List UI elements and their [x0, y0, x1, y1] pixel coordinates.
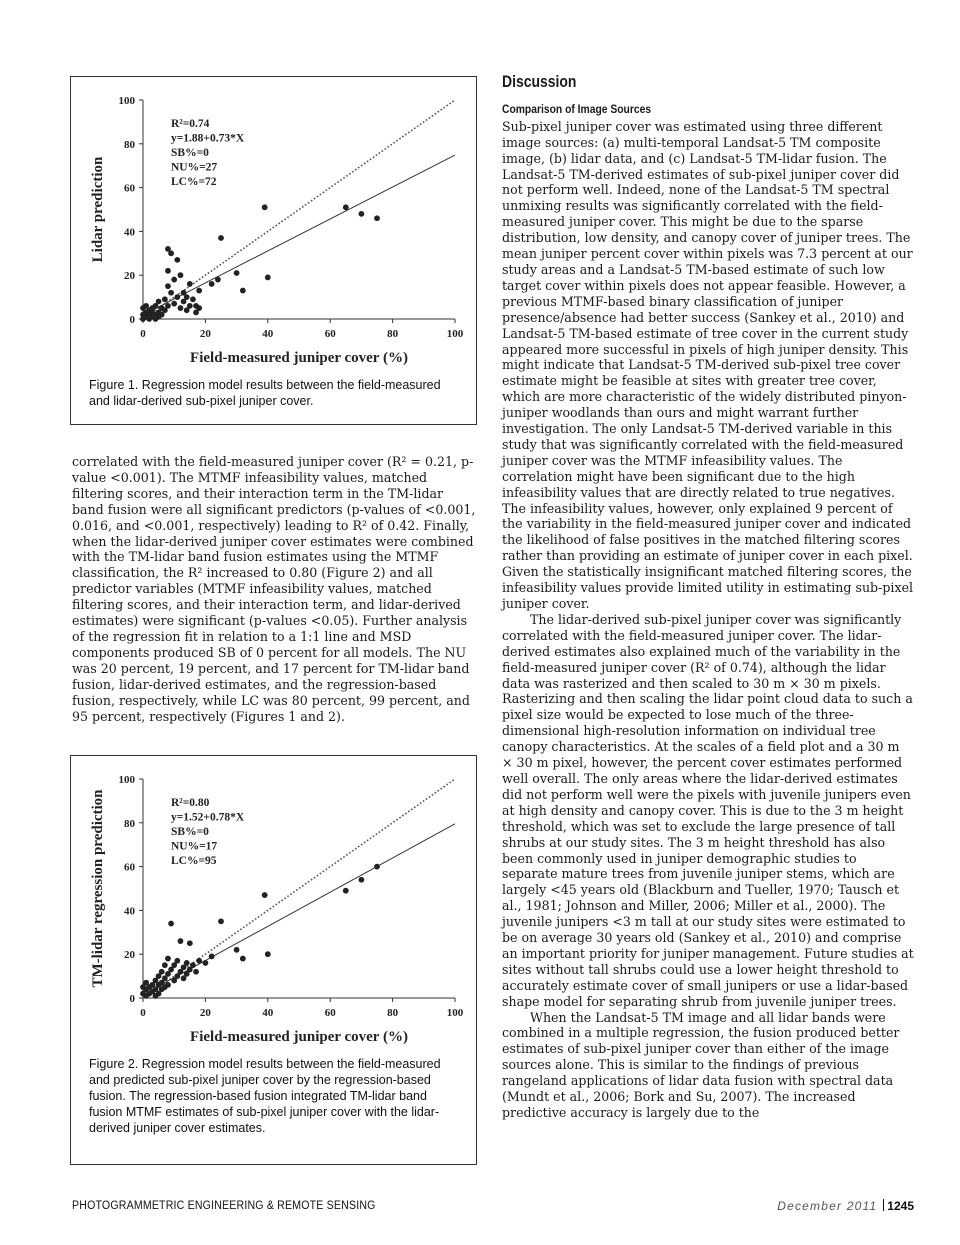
y-tick-label: 100: [118, 774, 135, 786]
regression-stat: SB%=0: [171, 826, 209, 838]
data-point: [178, 305, 184, 311]
discussion-paragraph-1: Sub-pixel juniper cover was estimated using three different image sources: (a) multi-temporal Landsat-5 TM composite image, (b) lidar data, and (c) Landsat-5 TM-lidar fusion. The Landsat-5 TM-derived estimates of sub-pixel juniper cover did not perform well. Indeed, none of the Landsat-5 TM spectral unmixing results was significantly correlated with the field-measured juniper cover. This might be due to the sparse distribution, low density, and canopy cover of juniper trees. The mean juniper percent cover within pixels was 7.3 percent at our study areas and a Landsat-5 TM-based estimate of such low target cover within pixels does not appear feasible. However, a previous MTMF-based binary classification of juniper presence/absence had better success (Sankey et al., 2010) and Landsat-5 TM-based estimate of tree cover in the current study appeared more successful in pixels of high juniper density. This might indicate that Landsat-5 TM-derived sub-pixel tree cover estimate might be feasible at sites with greater tree cover, which are more characteristic of the widely distributed pinyon-juniper woodlands than ours and might warrant further investigation. The only Landsat-5 TM-derived variable in this study that was significantly correlated with the field-measured juniper cover was the MTMF infeasibility values. The correlation might have been significant due to the high infeasibility values that are directly related to true negatives. The infeasibility values, however, only explained 9 percent of the variability in the field-measured juniper cover and indicated the likelihood of false positives in the matched filtering scores rather than providing an estimate of juniper cover in each pixel. Given the statistically insignificant matched filtering scores, the infeasibility values provide limited utility in estimating sub-pixel juniper cover.: [502, 118, 914, 611]
data-point: [171, 277, 177, 283]
y-tick-label: 60: [124, 861, 135, 874]
y-tick-label: 80: [124, 817, 135, 830]
data-point: [265, 274, 271, 280]
data-point: [196, 288, 202, 294]
data-point: [168, 250, 174, 256]
regression-stat: y=1.52+0.78*X: [171, 811, 245, 824]
figure-2-caption: Figure 2. Regression model results between the field-measured and predicted sub-pixel juniper cover by the regression-based fusion. The regression-based fusion integrated TM-lidar band fusion MTMF estimates of sub-pixel juniper cover with the lidar-derived juniper cover estimates.: [89, 1057, 441, 1135]
data-point: [165, 956, 171, 962]
data-point: [196, 958, 202, 964]
regression-stat: y=1.88+0.73*X: [171, 132, 245, 145]
data-point: [162, 962, 168, 968]
data-point: [262, 204, 268, 210]
y-tick-label: 100: [118, 95, 135, 107]
y-tick-label: 0: [129, 993, 135, 1005]
data-point: [190, 296, 196, 302]
page-number: 1245: [887, 1199, 914, 1213]
figure-1-scatter-plot: [71, 77, 476, 372]
data-point: [218, 235, 224, 241]
data-point: [187, 303, 193, 309]
y-tick-label: 60: [124, 182, 135, 195]
data-point: [265, 951, 271, 957]
x-tick-label: 0: [140, 328, 146, 340]
data-point: [196, 305, 202, 311]
comparison-subheading: Comparison of Image Sources: [502, 101, 652, 116]
y-tick-label: 20: [124, 270, 135, 283]
data-point: [165, 982, 171, 988]
y-axis-title: TM-lidar regression prediction: [90, 789, 106, 988]
data-point: [374, 864, 380, 870]
page-footer: [777, 1199, 914, 1213]
data-point: [240, 288, 246, 294]
data-point: [359, 211, 365, 217]
data-point: [215, 277, 221, 283]
x-tick-label: 0: [140, 1007, 146, 1019]
discussion-paragraph-3: When the Landsat-5 TM image and all lidar bands were combined in a multiple regression, the fusion produced better estimates of sub-pixel juniper cover than either of the image sources alone. This is similar to the findings of previous rangeland applications of lidar data fusion with spectral data (Mundt et al., 2006; Bork and Su, 2007). The increased predictive accuracy is largely due to the: [502, 1009, 900, 1120]
journal-name: PHOTOGRAMMETRIC ENGINEERING & REMOTE SENSING: [72, 1200, 376, 1212]
data-point: [165, 303, 171, 309]
y-tick-label: 80: [124, 138, 135, 151]
footer-divider: [883, 1199, 884, 1211]
regression-stat: R²=0.74: [171, 118, 210, 130]
y-tick-label: 40: [124, 226, 135, 239]
x-axis-title: Field-measured juniper cover (%): [190, 1029, 408, 1045]
data-point: [184, 960, 190, 966]
data-point: [184, 294, 190, 300]
regression-stat: LC%=72: [171, 176, 217, 188]
data-point: [171, 301, 177, 307]
data-point: [187, 940, 193, 946]
regression-stat: LC%=95: [171, 855, 217, 867]
data-point: [174, 294, 180, 300]
data-point: [218, 918, 224, 924]
x-axis-title: Field-measured juniper cover (%): [190, 350, 408, 366]
data-point: [374, 215, 380, 221]
x-tick-label: 80: [387, 1007, 399, 1019]
data-point: [159, 969, 165, 975]
discussion-section: [502, 74, 914, 1121]
data-point: [162, 296, 168, 302]
data-point: [168, 921, 174, 927]
results-paragraph: correlated with the field-measured juniper cover (R² = 0.21, p-value <0.001). The MTMF infeasibility values, matched filtering scores, and their interaction term in the TM-lidar band fusion were all significant predictors (p-values of <0.001, 0.016, and <0.001, respectively) leading to R² of 0.42. Finally, when the lidar-derived juniper cover estimates were combined with the TM-lidar band fusion estimates using the MTMF classification, the R² increased to 0.80 (Figure 2) and all predictor variables (MTMF infeasibility values, matched filtering scores, and their interaction term, and lidar-derived estimates) were significant (p-values <0.05). Further analysis of the regression fit in relation to a 1:1 line and MSD components produced SB of 0 percent for all models. The NU was 20 percent, 19 percent, and 17 percent for TM-lidar band fusion, lidar-derived estimates, and the regression-based fusion, respectively, while LC was 80 percent, 99 percent, and 95 percent, respectively (Figures 1 and 2).: [72, 454, 476, 724]
x-tick-label: 100: [446, 328, 464, 340]
issue-date: December 2011: [777, 1199, 878, 1213]
discussion-paragraph-2: The lidar-derived sub-pixel juniper cover was significantly correlated with the field-measured juniper cover. The lidar-derived estimates also explained much of the variability in the field-measured juniper cover (R² of 0.74), although the lidar data was rasterized and then scaled to 30 m × 30 m pixels. Rasterizing and then scaling the lidar point cloud data to such a pixel size would be expected to lose much of the three-dimensional high-resolution information on individual tree canopy characteristics. At the scales of a field plot and a 30 m × 30 m pixel, however, the percent cover estimates performed well overall. The only areas where the lidar-derived estimates did not perform well were the pixels with juvenile junipers even at high density and canopy cover. This is due to the 3 m height threshold, which was set to exclude the large presence of tall shrubs at our study sites. The 3 m height threshold has also been commonly used in juniper demographic studies to separate mature trees from juvenile juniper stems, which are largely <45 years old (Blackburn and Tueller, 1970; Tausch et al., 1981; Johnson and Miller, 2006; Miller et al., 2000). The juvenile junipers <3 m tall at our study sites were estimated to be on average 30 years old (Sankey et al., 2010) and comprise an important priority for juniper management. Future studies at sites without tall shrubs could use a lower height threshold to accurately estimate cover of small junipers or use a lidar-based shape model for separating shrub from juvenile juniper trees.: [502, 611, 914, 1009]
data-point: [174, 958, 180, 964]
y-tick-label: 40: [124, 905, 135, 918]
x-tick-label: 100: [446, 1007, 464, 1019]
data-point: [168, 290, 174, 296]
data-point: [156, 299, 162, 305]
discussion-heading: Discussion: [502, 72, 577, 91]
y-axis-title: Lidar prediction: [90, 156, 106, 263]
figure-2-scatter-plot: [71, 756, 476, 1051]
data-point: [343, 888, 349, 894]
x-tick-label: 60: [324, 328, 336, 340]
data-point: [193, 969, 199, 975]
data-point: [234, 947, 240, 953]
regression-stat: NU%=17: [171, 840, 218, 853]
data-point: [262, 892, 268, 898]
x-tick-label: 80: [387, 328, 399, 340]
regression-stat: SB%=0: [171, 147, 209, 159]
data-point: [190, 962, 196, 968]
figure-1-caption: Figure 1. Regression model results between the field-measured and lidar-derived sub-pixel juniper cover.: [89, 378, 441, 408]
data-point: [165, 268, 171, 274]
data-point: [178, 272, 184, 278]
data-point: [359, 877, 365, 883]
figure-1: [70, 76, 477, 425]
x-tick-label: 20: [199, 1007, 211, 1019]
figure-2: [70, 755, 477, 1165]
data-point: [234, 270, 240, 276]
y-tick-label: 0: [129, 314, 135, 326]
data-point: [240, 956, 246, 962]
data-point: [209, 953, 215, 959]
data-point: [165, 283, 171, 289]
regression-stat: NU%=27: [171, 161, 218, 174]
y-tick-label: 20: [124, 949, 135, 962]
data-point: [187, 281, 193, 287]
regression-stat: R²=0.80: [171, 797, 210, 809]
data-point: [343, 204, 349, 210]
data-point: [203, 960, 209, 966]
x-tick-label: 60: [324, 1007, 336, 1019]
x-tick-label: 40: [262, 328, 274, 340]
data-point: [178, 938, 184, 944]
x-tick-label: 40: [262, 1007, 274, 1019]
data-point: [174, 257, 180, 263]
data-point: [209, 281, 215, 287]
x-tick-label: 20: [199, 328, 211, 340]
